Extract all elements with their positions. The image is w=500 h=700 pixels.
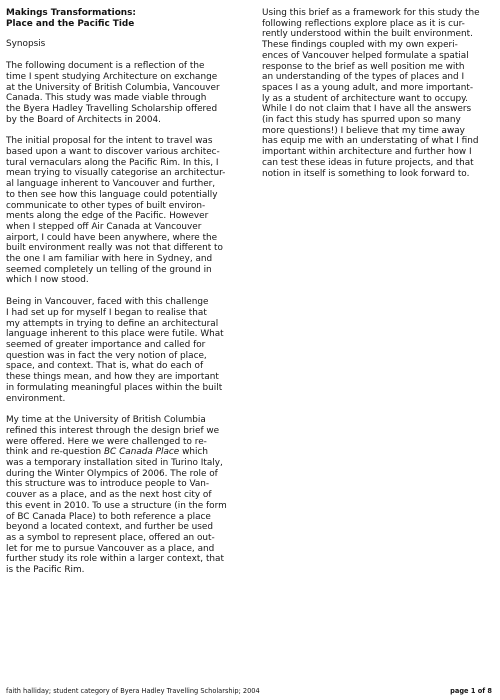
paragraph-framework: Using this brief as a framework for this study the following reflections explore place as it is cur- rently understood within the built environment. These findings coupled with my own experi- ences of Vancouver helped formulate a spatial response to the brief as well position me with an understanding of the types of places and I spaces I as a young adult, and more important- ly as a student of architecture want to occupy. While I do not claim that I have all the answers (in fact this study has spurred upon so many more questions!) I believe that my time away has equip me with an understating of what I find important within architecture and further how I can test these ideas in future projects, and that notion in itself is something to look forward to. <box>262 8 480 179</box>
title-line-1: Makings Transformations: <box>6 8 136 18</box>
paragraph-proposal: The initial proposal for the intent to travel was based upon a want to discover various architec- tural vernaculars along the Pacific Rim. In this, I mean trying to visually categorise an architectur- al language inherent to Vancouver and further, to then see how this language could potentially communicate to other types of built environ- ments along the edge of the Pacific. However when I stepped off Air Canada at Vancouver airport, I could have been anywhere, where the built environment really was not that different to the one I am familiar with here in Sydney, and seemed completely un telling of the ground in which I now stood. <box>6 136 226 286</box>
document-title <box>6 8 228 29</box>
left-column <box>6 8 228 587</box>
right-column <box>262 8 484 190</box>
paragraph-ubc <box>6 415 228 576</box>
bc-canada-place-italic: BC Canada Place <box>103 447 180 458</box>
title-line-2: Place and the Pacific Tide <box>6 18 135 29</box>
paragraph-ubc-part-2: which was a temporary installation sited in Turino Italy, during the Winter Olympics of 2006. The role of this structure was to introduce people to Van- couver as a place, and as the next host city of this event in 2010. To use a structure (in the form of BC Canada Place) to both reference a place beyond a located context, and further be used as a symbol to represent place, offered an out- let for me to pursue Vancouver as a place, and further study its role within a larger context, that is the Pacific Rim. <box>6 447 227 576</box>
synopsis-heading: Synopsis <box>6 39 46 50</box>
paragraph-intro: The following document is a reflection of the time I spent studying Architecture on exchange at the University of British Columbia, Vancouver Canada. This study was made viable through the Byera Hadley Travelling Scholarship offered by the Board of Architects in 2004. <box>6 61 220 125</box>
paragraph-ubc-part-1: My time at the University of British Columbia refined this interest through the design brief we were offered. Here we were challenged to re- think and re-question <box>6 415 220 458</box>
footer-author: faith halliday; student category of Byera Hadley Travelling Scholarship; 2004 <box>6 687 260 695</box>
page-number: page 1 of 8 <box>450 687 492 695</box>
paragraph-vancouver: Being in Vancouver, faced with this challenge I had set up for myself I began to realise that my attempts in trying to define an architectural language inherent to this place were futile. What seemed of greater importance and called for question was in fact the very notion of place, space, and context. That is, what do each of these things mean, and how they are important in formulating meaningful places within the built environment. <box>6 297 224 404</box>
